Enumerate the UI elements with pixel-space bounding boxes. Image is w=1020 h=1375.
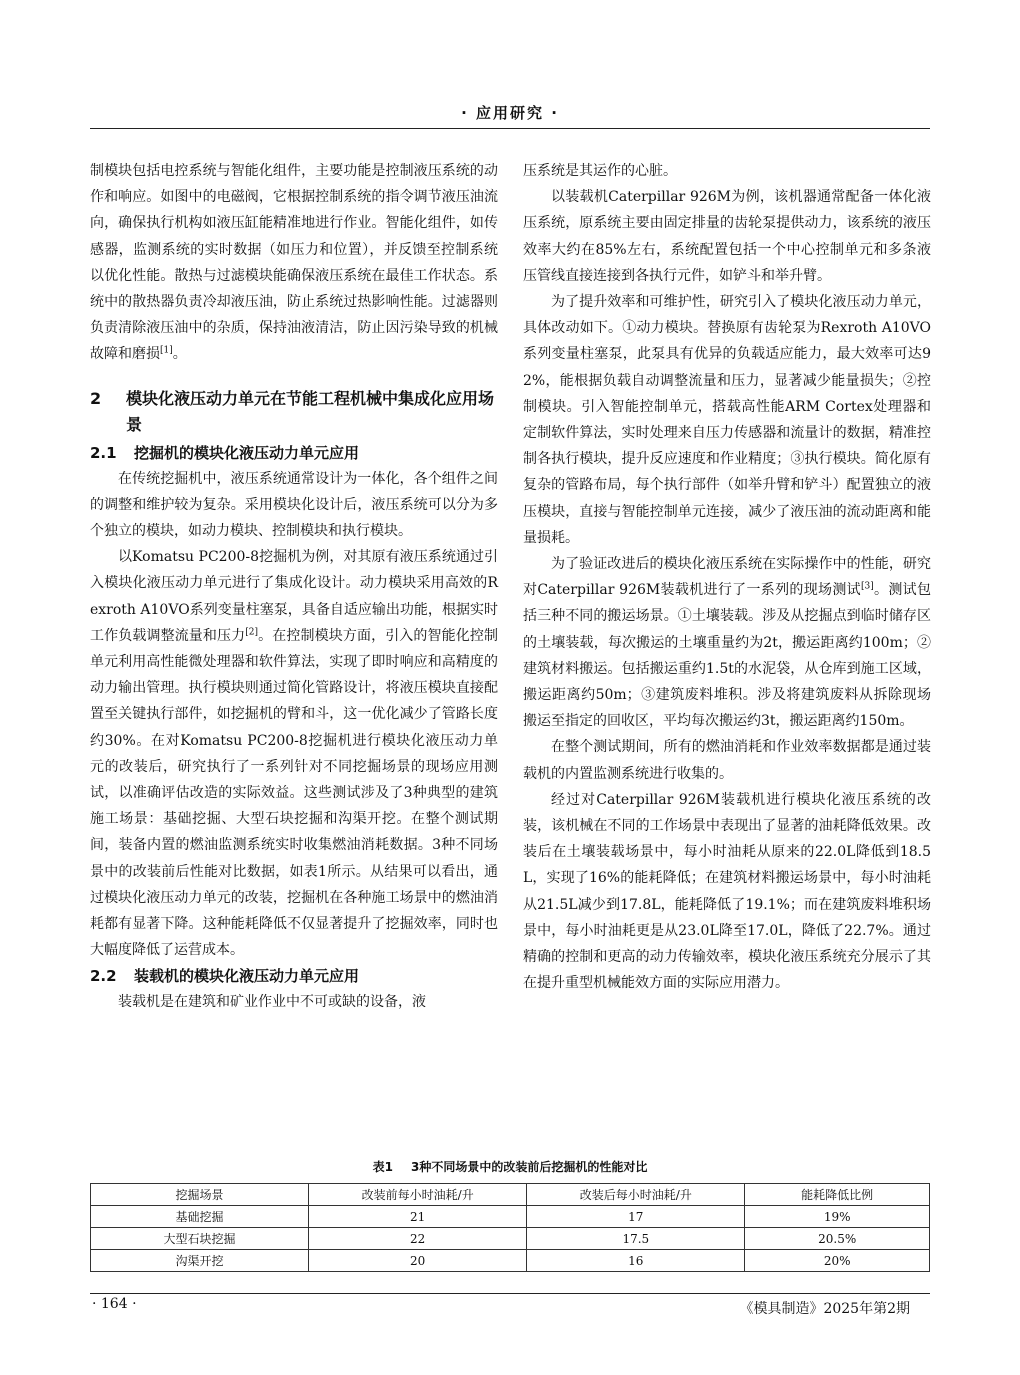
section-heading <box>90 386 498 438</box>
journal-issue: 《模具制造》2025年第2期 <box>739 1301 910 1317</box>
paragraph: 经过对Caterpillar 926M装载机进行模块化液压系统的改装，该机械在不同的工作场景中表现出了显著的油耗降低效果。改装后在土壤装载场景中，每小时油耗从原来的22.0L降低到18.5L，实现了16%的能耗降低；在建筑材料搬运场景中，每小时油耗从21.5L减少到17.8L，能耗降低了19.1%；而在建筑废料堆积场景中，每小时油耗更是从23.0L降至17.0L，降低了22.7%。通过精确的控制和更高的动力传输效率，模块化液压系统充分展示了其在提升重型机械能效方面的实际应用潜力。 <box>523 791 931 992</box>
section-header: · 应用研究 · <box>461 104 559 122</box>
paragraph: 为了提升效率和可维护性，研究引入了模块化液压动力单元，具体改动如下。①动力模块。替换原有齿轮泵为Rexroth A10VO系列变量柱塞泵，此泵具有优异的负载适应能力，最大效率可达92%，能根据负载自动调整流量和压力，显著减少能量损失；②控制模块。引入智能控制单元，搭载高性能ARM Cortex处理器和定制软件算法，实时处理来自压力传感器和流量计的数据，精准控制各执行模块，提升反应速度和作业精度；③执行模块。简化原有复杂的管路布局，每个执行部件（如举升臂和铲斗）配置独立的液压模块，直接与智能控制单元连接，减少了液压油的流动距离和能量损耗。 <box>523 294 931 546</box>
page-number: · 164 · <box>92 1296 137 1312</box>
performance-table <box>90 1183 930 1272</box>
column-header: 改装前每小时油耗/升 <box>309 1184 527 1206</box>
subsection-title: 挖掘机的模块化液压动力单元应用 <box>134 443 360 462</box>
table-cell: 20% <box>745 1250 930 1272</box>
table-cell: 20 <box>309 1250 527 1272</box>
citation-ref[interactable]: [2] <box>245 627 259 638</box>
section-title: 模块化液压动力单元在节能工程机械中集成化应用场景 <box>126 388 495 434</box>
paragraph: 压系统是其运作的心脏。 <box>523 163 677 179</box>
table-cell: 基础挖掘 <box>91 1206 309 1228</box>
paragraph: 制模块包括电控系统与智能化组件，主要功能是控制液压系统的动作和响应。如图中的电磁阀，它根据控制系统的指令调节液压油流向，确保执行机构如液压缸能精准地进行作业。智能化组件，如传感器，监测系统的实时数据（如压力和位置），并反馈至控制系统以优化性能。散热与过滤模块能确保液压系统在最佳工作状态。系统中的散热器负责冷却液压油，防止系统过热影响性能。过滤器则负责清除液压油中的杂质，保持油液清洁，防止因污染导致的机械故障和磨损[1]。 <box>90 163 498 363</box>
subsection-heading <box>90 963 498 989</box>
footer-divider <box>90 1293 930 1294</box>
column-header: 能耗降低比例 <box>745 1184 930 1206</box>
table-row <box>91 1250 930 1272</box>
table-row <box>91 1206 930 1228</box>
header-divider <box>90 128 930 129</box>
table-cell: 17.5 <box>527 1228 745 1250</box>
table-row <box>91 1228 930 1250</box>
table-cell: 22 <box>309 1228 527 1250</box>
right-column <box>523 158 931 997</box>
citation-ref[interactable]: [1] <box>160 345 173 356</box>
table-caption <box>90 1158 930 1175</box>
table-cell: 16 <box>527 1250 745 1272</box>
left-column <box>90 158 498 1016</box>
paragraph: 以装载机Caterpillar 926M为例，该机器通常配备一体化液压系统，原系统主要由固定排量的齿轮泵提供动力，该系统的液压效率大约在85%左右，系统配置包括一个中心控制单元和多条液压管线直接连接到各执行元件，如铲斗和举升臂。 <box>523 189 931 284</box>
subsection-number: 2.1 <box>90 443 117 462</box>
paragraph: 为了验证改进后的模块化液压系统在实际操作中的性能，研究对Caterpillar 926M装载机进行了一系列的现场测试[3]。测试包括三种不同的搬运场景。①土壤装载。涉及从挖掘点到临时储存区的土壤装载，每次搬运的土壤重量约为2t，搬运距离约100m；②建筑材料搬运。包括搬运重约1.5t的水泥袋，从仓库到施工区域，搬运距离约50m；③建筑废料堆积。涉及将建筑废料从拆除现场搬运至指定的回收区，平均每次搬运约3t，搬运距离约150m。 <box>523 556 931 730</box>
table-cell: 19% <box>745 1206 930 1228</box>
table-cell: 20.5% <box>745 1228 930 1250</box>
table-number: 表1 <box>372 1160 393 1174</box>
table-cell: 21 <box>309 1206 527 1228</box>
paragraph: 装载机是在建筑和矿业作业中不可或缺的设备，液 <box>118 994 426 1011</box>
section-number: 2 <box>90 388 102 408</box>
table-cell: 17 <box>527 1206 745 1228</box>
paragraph: 以Komatsu PC200-8挖掘机为例，对其原有液压系统通过引入模块化液压动力单元进行了集成化设计。动力模块采用高效的Rexroth A10VO系列变量柱塞泵，具备自适应输出功能，根据实时工作负载调整流量和压力[2]。在控制模块方面，引入的智能化控制单元利用高性能微处理器和软件算法，实现了即时响应和高精度的动力输出管理。执行模块则通过简化管路设计，将液压模块直接配置至关键执行部件，如挖掘机的臂和斗，这一优化减少了管路长度约30%。在对Komatsu PC200-8挖掘机进行模块化液压动力单元的改装后，研究执行了一系列针对不同挖掘场景的现场应用测试，以准确评估改造的实际效益。这些测试涉及了3种典型的建筑施工场景：基础挖掘、大型石块挖掘和沟渠开挖。在整个测试期间，装备内置的燃油监测系统实时收集燃油消耗数据。3种不同场景中的改装前后性能对比数据，如表1所示。从结果可以看出，通过模块化液压动力单元的改装，挖掘机在各种施工场景中的燃油消耗都有显著下降。这种能耗降低不仅显著提升了挖掘效率，同时也大幅度降低了运营成本。 <box>90 549 499 959</box>
column-header: 挖掘场景 <box>91 1184 309 1206</box>
table-title: 3种不同场景中的改装前后挖掘机的性能对比 <box>411 1160 648 1174</box>
subsection-title: 装载机的模块化液压动力单元应用 <box>134 967 360 986</box>
table-cell: 大型石块挖掘 <box>91 1228 309 1250</box>
subsection-number: 2.2 <box>90 967 117 986</box>
paragraph: 在传统挖掘机中，液压系统通常设计为一体化，各个组件之间的调整和维护较为复杂。采用模块化设计后，液压系统可以分为多个独立的模块，如动力模块、控制模块和执行模块。 <box>90 470 498 540</box>
table-cell: 沟渠开挖 <box>91 1250 309 1272</box>
table-header-row <box>91 1184 930 1206</box>
paragraph: 在整个测试期间，所有的燃油消耗和作业效率数据都是通过装载机的内置监测系统进行收集的。 <box>523 739 931 782</box>
column-header: 改装后每小时油耗/升 <box>527 1184 745 1206</box>
subsection-heading <box>90 440 498 466</box>
citation-ref[interactable]: [3] <box>860 581 874 592</box>
